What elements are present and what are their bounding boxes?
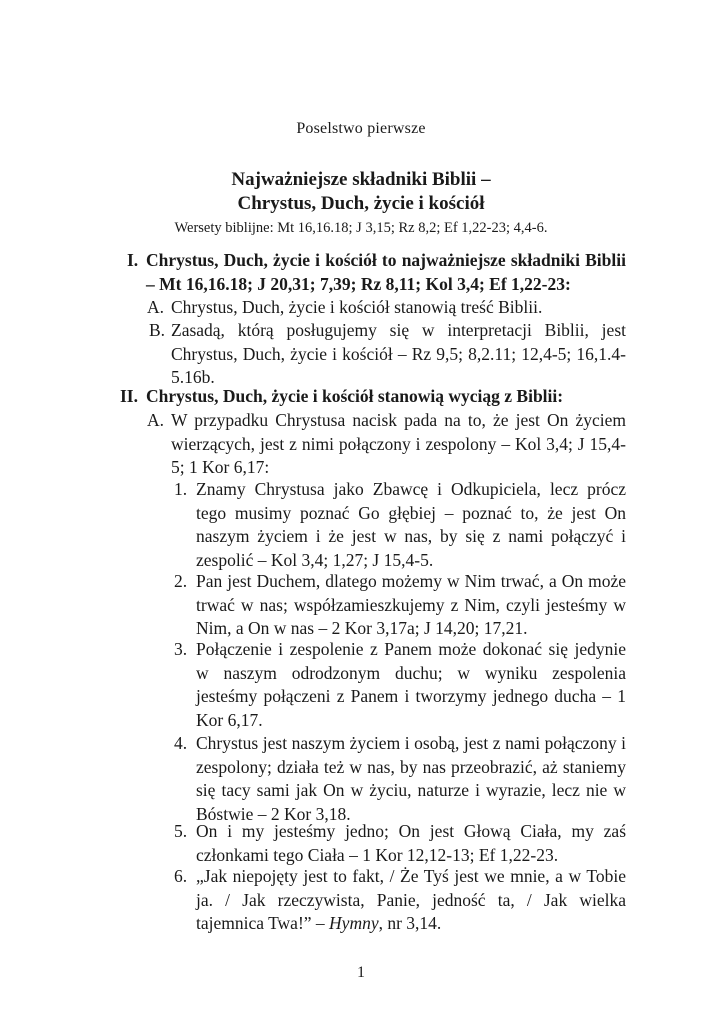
list-item-text: Połączenie i zespolenie z Panem może dokonać się jedynie w naszym odrodzonym duchu; w wyniku zespolenia jesteśmy połączeni z Panem i tworzymy jednego ducha – 1 Kor 6,17. [196,639,626,730]
quote-text: „Jak niepojęty jest to fakt, / Że Tyś jest we mnie, a w Tobie ja. / Jak rzeczywista, Panie, jedność ta, / Jak wielka tajemnica Twa!” – [196,866,626,934]
title-line-2: Chrystus, Duch, życie i kościół [237,193,485,214]
outline-text: W przypadku Chrystusa nacisk pada na to, że jest On życiem wierzących, jest z nimi połączony i zespolony – Kol 3,4; J 15,4-5; 1 Kor 6,17: [171,410,626,478]
list-item-text: On i my jesteśmy jedno; On jest Głową Ciała, my zaś członkami tego Ciała – 1 Kor 12,12-13; Ef 1,22-23. [196,821,626,865]
list-item-number: 4. [174,733,188,753]
chapter-kicker: Poselstwo pierwsze [296,120,426,137]
list-item [174,570,626,641]
outline-label: B. [149,320,166,340]
outline-label: A. [147,410,165,430]
hymn-reference: , nr 3,14. [378,913,442,934]
outline-text: Chrystus, Duch, życie i kościół stanowią wyciąg z Biblii: [146,386,564,406]
page-title [0,168,722,216]
list-item-number: 5. [174,821,188,841]
outline-text: Chrystus, Duch, życie i kościół to najważniejsze składniki Biblii – Mt 16,16.18; J 20,31; 7,39; Rz 8,11; Kol 3,4; Ef 1,22-23: [146,250,626,294]
list-item [174,732,626,826]
list-item-number: 3. [174,639,188,659]
list-item [174,820,626,867]
list-item-text [196,865,626,936]
list-item-number: 2. [174,571,188,591]
list-item-text: Chrystus jest naszym życiem i osobą, jest z nami połączony i zespolony; działa też w nas, by nas przeobrazić, aż staniemy się tacy sami jak On w życiu, naturze i wyrazie, lecz nie w Bóstwie – 2 Kor 3,18. [196,733,626,824]
list-item-number: 1. [174,479,188,499]
list-item-text: Pan jest Duchem, dlatego możemy w Nim trwać, a On może trwać w nas; współzamieszkujemy z Nim, czyli jesteśmy w Nim, a On w nas – 2 Kor 3,17a; J 14,20; 17,21. [196,571,626,639]
list-item-number: 6. [174,866,188,886]
outline-point-II-A [147,409,626,480]
outline-label: A. [147,297,165,317]
outline-point-I-A [147,296,626,320]
list-item [174,478,626,572]
outline-text: Chrystus, Duch, życie i kościół stanowią treść Biblii. [171,297,543,317]
list-item-text: Znamy Chrystusa jako Zbawcę i Odkupiciela, lecz prócz tego musimy poznać Go głębiej – poznać to, że jest On naszym życiem i że jest w nas, by się z nami połączyć i zespolić – Kol 3,4; 1,27; J 15,4-5. [196,479,626,570]
hymnal-title: Hymny [329,913,379,934]
title-line-1: Najważniejsze składniki Biblii – [231,169,491,190]
outline-point-I-B [149,319,626,390]
outline-point-II [120,385,626,409]
outline-text: Zasadą, którą posługujemy się w interpretacji Biblii, jest Chrystus, Duch, życie i kościół – Rz 9,5; 8,2.11; 12,4-5; 16,1.4-5.16b. [171,320,626,388]
page-number: 1 [357,964,365,981]
bible-verses: Wersety biblijne: Mt 16,16.18; J 3,15; Rz 8,2; Ef 1,22-23; 4,4-6. [174,220,548,236]
outline-label: I. [127,250,139,270]
outline-label: II. [120,386,138,406]
list-item [174,865,626,936]
outline-point-I [127,249,626,296]
list-item [174,638,626,732]
